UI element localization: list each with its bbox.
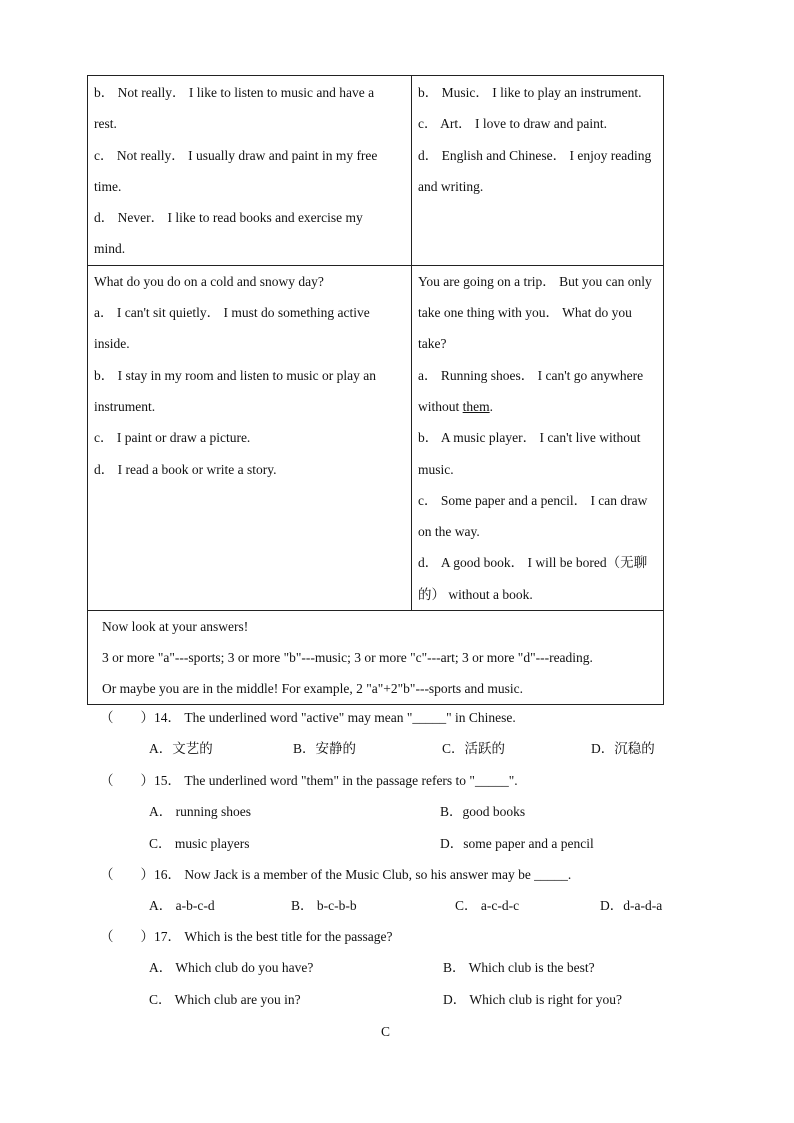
text-line: You are going on a trip． But you can only: [418, 273, 652, 289]
text-line: rest.: [94, 116, 117, 132]
text-line: d． I read a book or write a story.: [94, 461, 277, 477]
text-line: 3 or more "a"---sports; 3 or more "b"---music; 3 or more "c"---art; 3 or more "d"---reading.: [102, 650, 593, 666]
question-17-stem: （ ）17． Which is the best title for the passage?: [100, 929, 393, 944]
question-14-option-c: C．活跃的: [442, 741, 506, 756]
question-15-option-d: D．some paper and a pencil: [440, 836, 594, 851]
question-17-option-b: B． Which club is the best?: [443, 960, 595, 975]
text-line: d． Never． I like to read books and exercise my: [94, 210, 363, 226]
text-line: c． I paint or draw a picture.: [94, 430, 251, 446]
text-line: and writing.: [418, 178, 484, 194]
quiz-row-2: [88, 265, 664, 610]
question-14-stem: （ ）14． The underlined word "active" may mean "_____" in Chinese.: [100, 710, 516, 725]
question-17-option-c: C． Which club are you in?: [149, 992, 301, 1007]
underlined-word-them: them: [462, 398, 490, 414]
text-line: b． Not really． I like to listen to music and have a: [94, 85, 375, 100]
text-line: c． Art． I love to draw and paint.: [418, 116, 607, 132]
question-14-option-a: A．文艺的: [149, 741, 213, 756]
question-16-option-a: A． a-b-c-d: [149, 898, 215, 913]
question-14-option-b: B．安静的: [293, 741, 357, 756]
question-17-option-a: A． Which club do you have?: [149, 960, 314, 975]
text-line: take one thing with you． What do you: [418, 305, 632, 321]
quiz-cell-r1-left: [88, 76, 412, 266]
text-fragment: .: [489, 398, 494, 414]
answer-key-cell: [88, 611, 664, 705]
text-line: a． I can't sit quietly． I must do something active: [94, 305, 370, 321]
text-line: time.: [94, 178, 122, 194]
text-line: Now look at your answers!: [102, 619, 249, 635]
text-line: instrument.: [94, 398, 156, 414]
quiz-table: [87, 75, 664, 705]
text-line: b． A music player． I can't live without: [418, 430, 641, 446]
question-15-stem: （ ）15． The underlined word "them" in the passage refers to "_____".: [100, 773, 518, 788]
text-line: a． Running shoes． I can't go anywhere: [418, 367, 644, 383]
text-line: c． Not really． I usually draw and paint in my free: [94, 147, 378, 163]
text-line: Or maybe you are in the middle! For example, 2 "a"+2"b"---sports and music.: [102, 681, 524, 697]
text-line: b． Music． I like to play an instrument.: [418, 85, 642, 100]
question-16-option-d: D．d-a-d-a: [600, 898, 663, 913]
question-15-option-a: A． running shoes: [149, 804, 251, 819]
text-line: on the way.: [418, 524, 480, 540]
text-line: d． A good book． I will be bored（无聊: [418, 555, 648, 571]
text-line: inside.: [94, 336, 130, 352]
question-15-option-c: C． music players: [149, 836, 250, 851]
text-line: d． English and Chinese． I enjoy reading: [418, 147, 652, 163]
quiz-cell-r2-left: [88, 265, 412, 610]
question-17-option-d: D． Which club is right for you?: [443, 992, 622, 1007]
text-line-with-underline: [418, 391, 657, 422]
text-fragment: without: [418, 398, 463, 414]
text-line: What do you do on a cold and snowy day?: [94, 273, 324, 289]
question-15-option-b: B．good books: [440, 804, 526, 819]
question-16-option-b: B． b-c-b-b: [291, 898, 357, 913]
text-line: music.: [418, 461, 454, 477]
quiz-cell-r1-right: [412, 76, 664, 266]
text-line: mind.: [94, 241, 126, 257]
quiz-row-1: [88, 76, 664, 266]
section-marker: C: [381, 1024, 391, 1039]
text-line: 的） without a book.: [418, 586, 533, 602]
quiz-cell-r2-right: [412, 265, 664, 610]
text-line: take?: [418, 336, 447, 352]
question-16-stem: （ ）16． Now Jack is a member of the Music Club, so his answer may be _____.: [100, 867, 572, 882]
question-14-option-d: D．沉稳的: [591, 741, 655, 756]
quiz-row-3: [88, 611, 664, 705]
text-line: b． I stay in my room and listen to music or play an: [94, 367, 376, 383]
question-16-option-c: C． a-c-d-c: [455, 898, 520, 913]
text-line: c． Some paper and a pencil． I can draw: [418, 492, 648, 508]
